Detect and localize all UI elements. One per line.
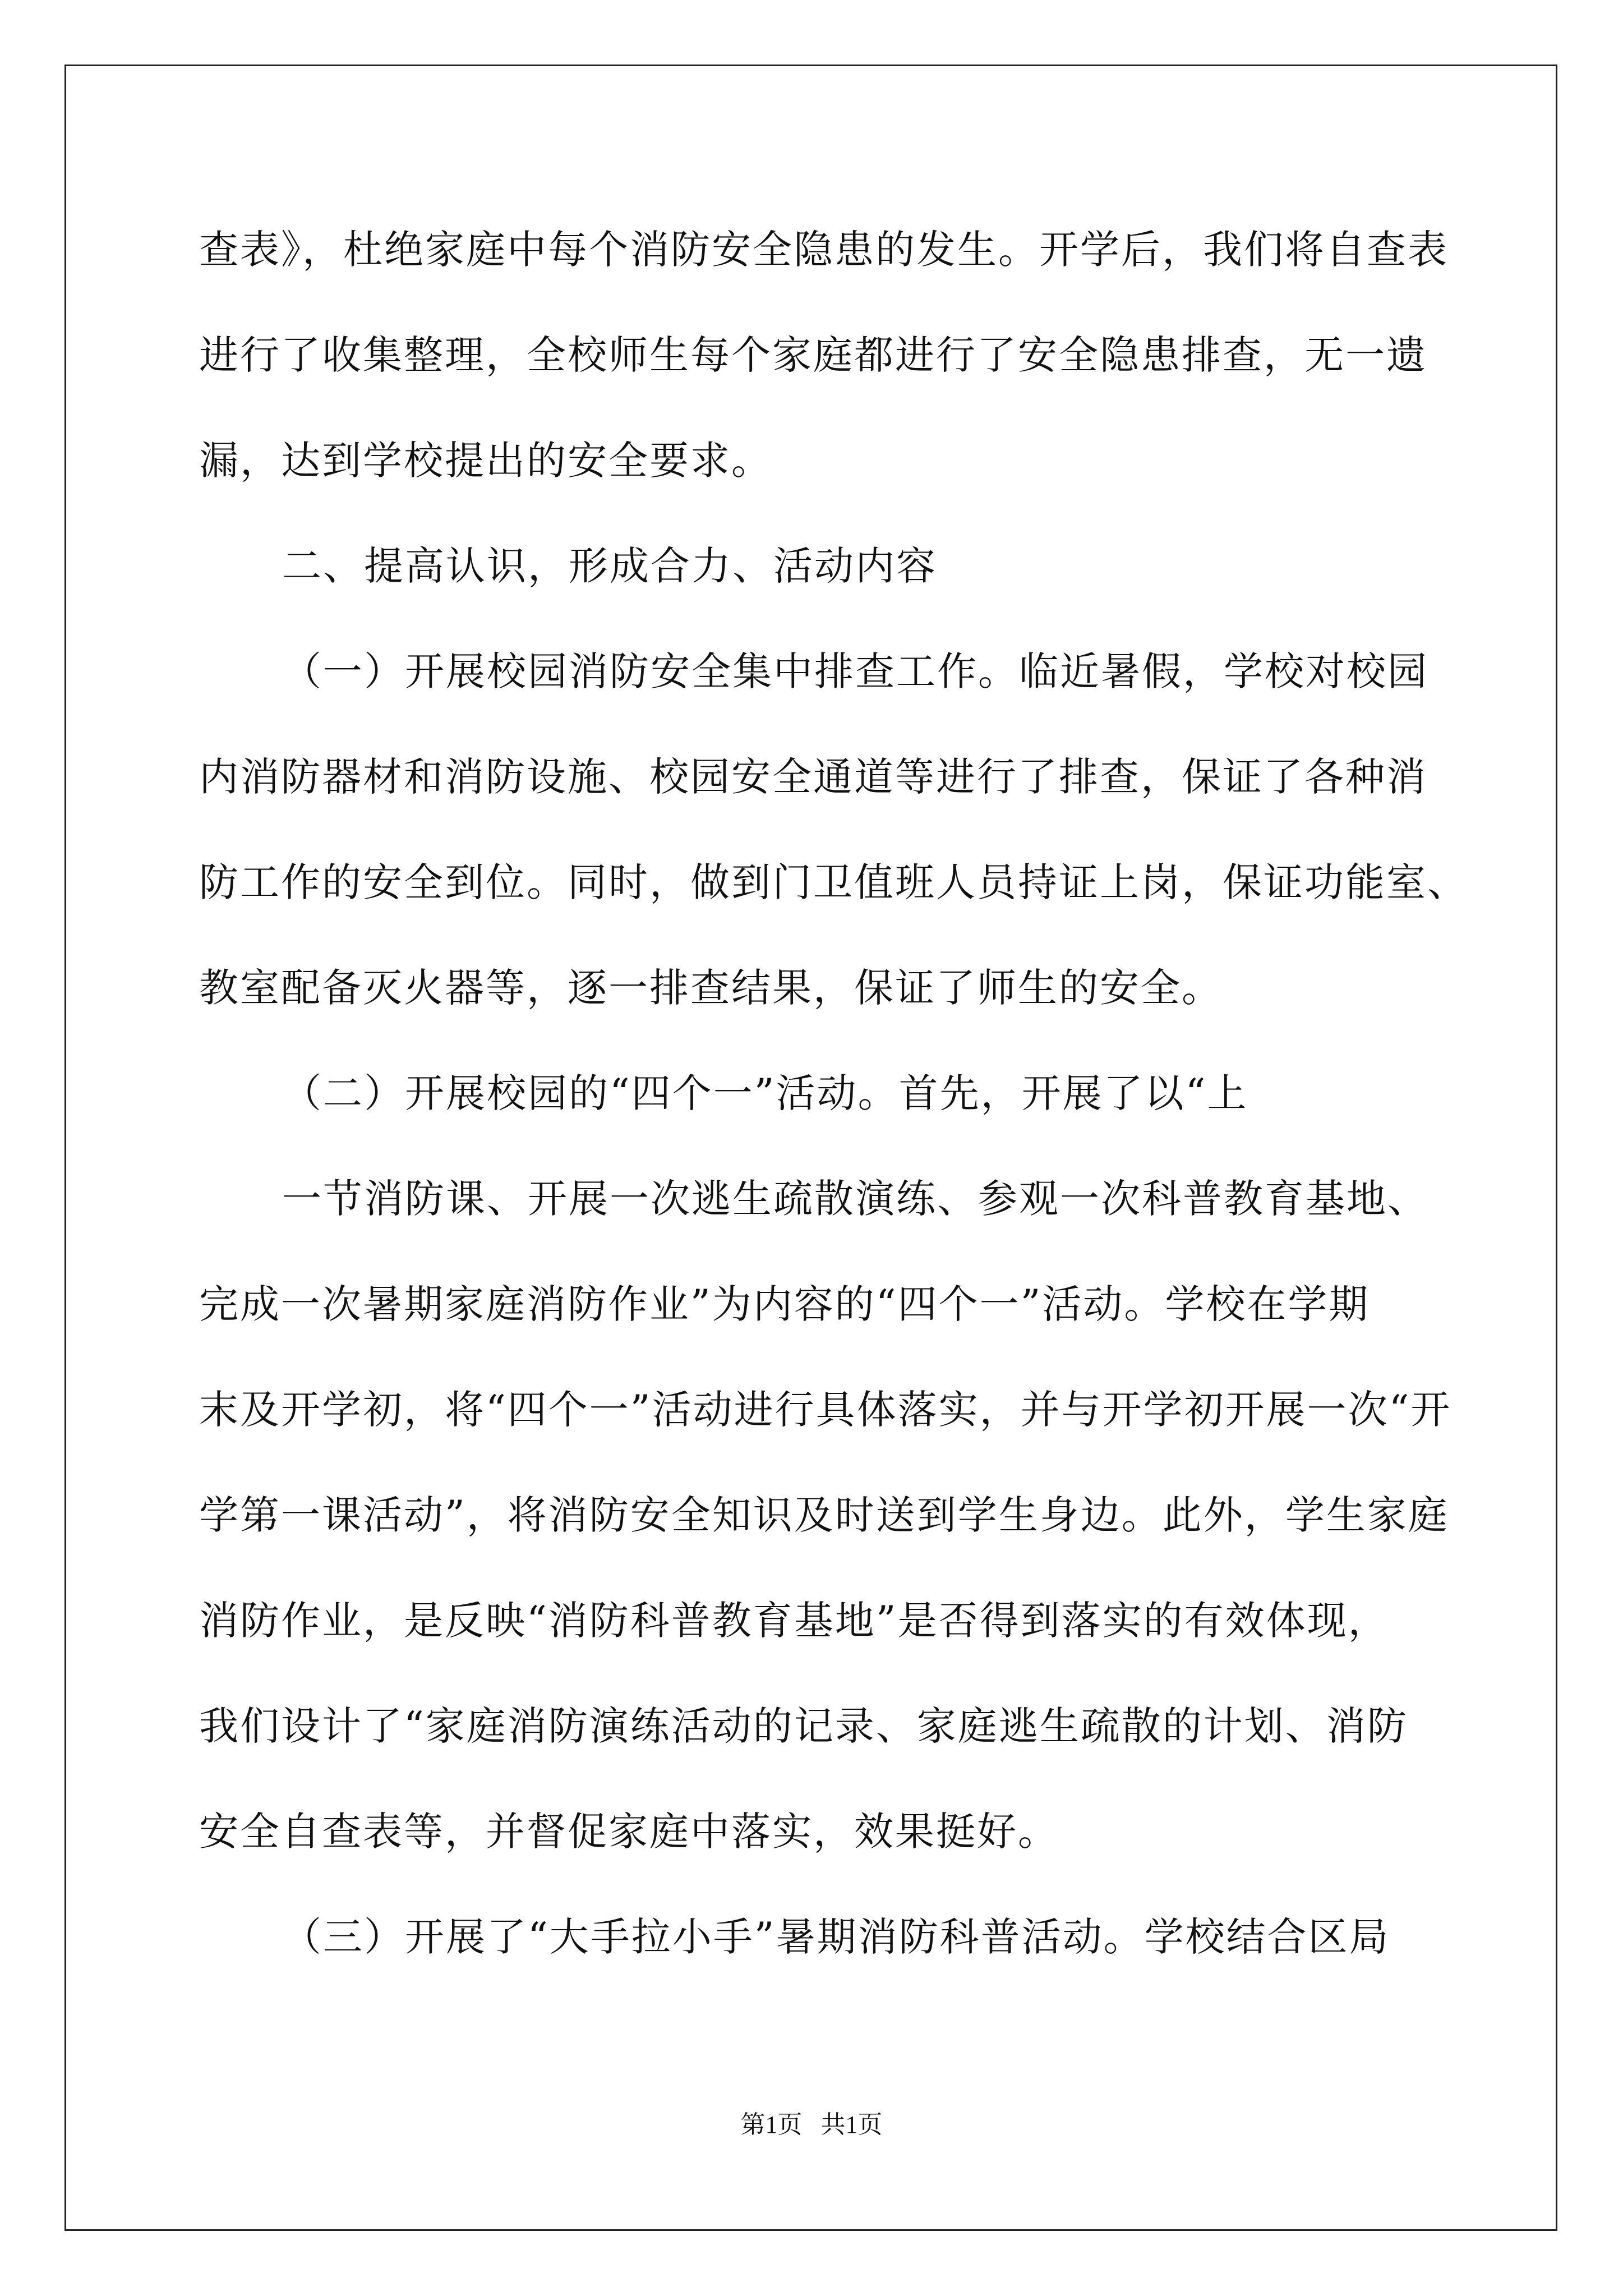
- paragraph-line: 进行了收集整理，全校师生每个家庭都进行了安全隐患排查，无一遗: [199, 332, 1427, 378]
- paragraph-line: 一节消防课、开展一次逃生疏散演练、参观一次科普教育基地、: [282, 1176, 1428, 1222]
- page-footer: 第1页 共1页: [740, 2111, 883, 2138]
- paragraph-line: 内消防器材和消防设施、校园安全通道等进行了排查，保证了各种消: [199, 754, 1427, 800]
- section-heading: 二、提高认识，形成合力、活动内容: [282, 543, 937, 589]
- paragraph-line: 学第一课活动”，将消防安全知识及时送到学生身边。此外，学生家庭: [199, 1492, 1449, 1538]
- paragraph-line: （二）开展校园的“四个一”活动。首先，开展了以“上: [282, 1070, 1248, 1116]
- paragraph-line: （三）开展了“大手拉小手”暑期消防科普活动。学校结合区局: [282, 1914, 1390, 1960]
- paragraph-line: 我们设计了“家庭消防演练活动的记录、家庭逃生疏散的计划、消防: [199, 1703, 1408, 1749]
- paragraph-line: 防工作的安全到位。同时，做到门卫值班人员持证上岗，保证功能室、: [199, 859, 1468, 905]
- page-border: [64, 65, 1557, 2231]
- paragraph-line: 漏，达到学校提出的安全要求。: [199, 438, 772, 484]
- paragraph-line: 查表》，杜绝家庭中每个消防安全隐患的发生。开学后，我们将自查表: [199, 227, 1449, 273]
- paragraph-line: 完成一次暑期家庭消防作业”为内容的“四个一”活动。学校在学期: [199, 1281, 1370, 1327]
- paragraph-line: 教室配备灭火器等，逐一排查结果，保证了师生的安全。: [199, 965, 1223, 1011]
- paragraph-line: 末及开学初，将“四个一”活动进行具体落实，并与开学初开展一次“开: [199, 1387, 1452, 1433]
- paragraph-line: 消防作业，是反映“消防科普教育基地”是否得到落实的有效体现，: [199, 1598, 1389, 1644]
- paragraph-line: 安全自查表等，并督促家庭中落实，效果挺好。: [199, 1809, 1059, 1855]
- paragraph-line: （一）开展校园消防安全集中排查工作。临近暑假，学校对校园: [282, 648, 1428, 694]
